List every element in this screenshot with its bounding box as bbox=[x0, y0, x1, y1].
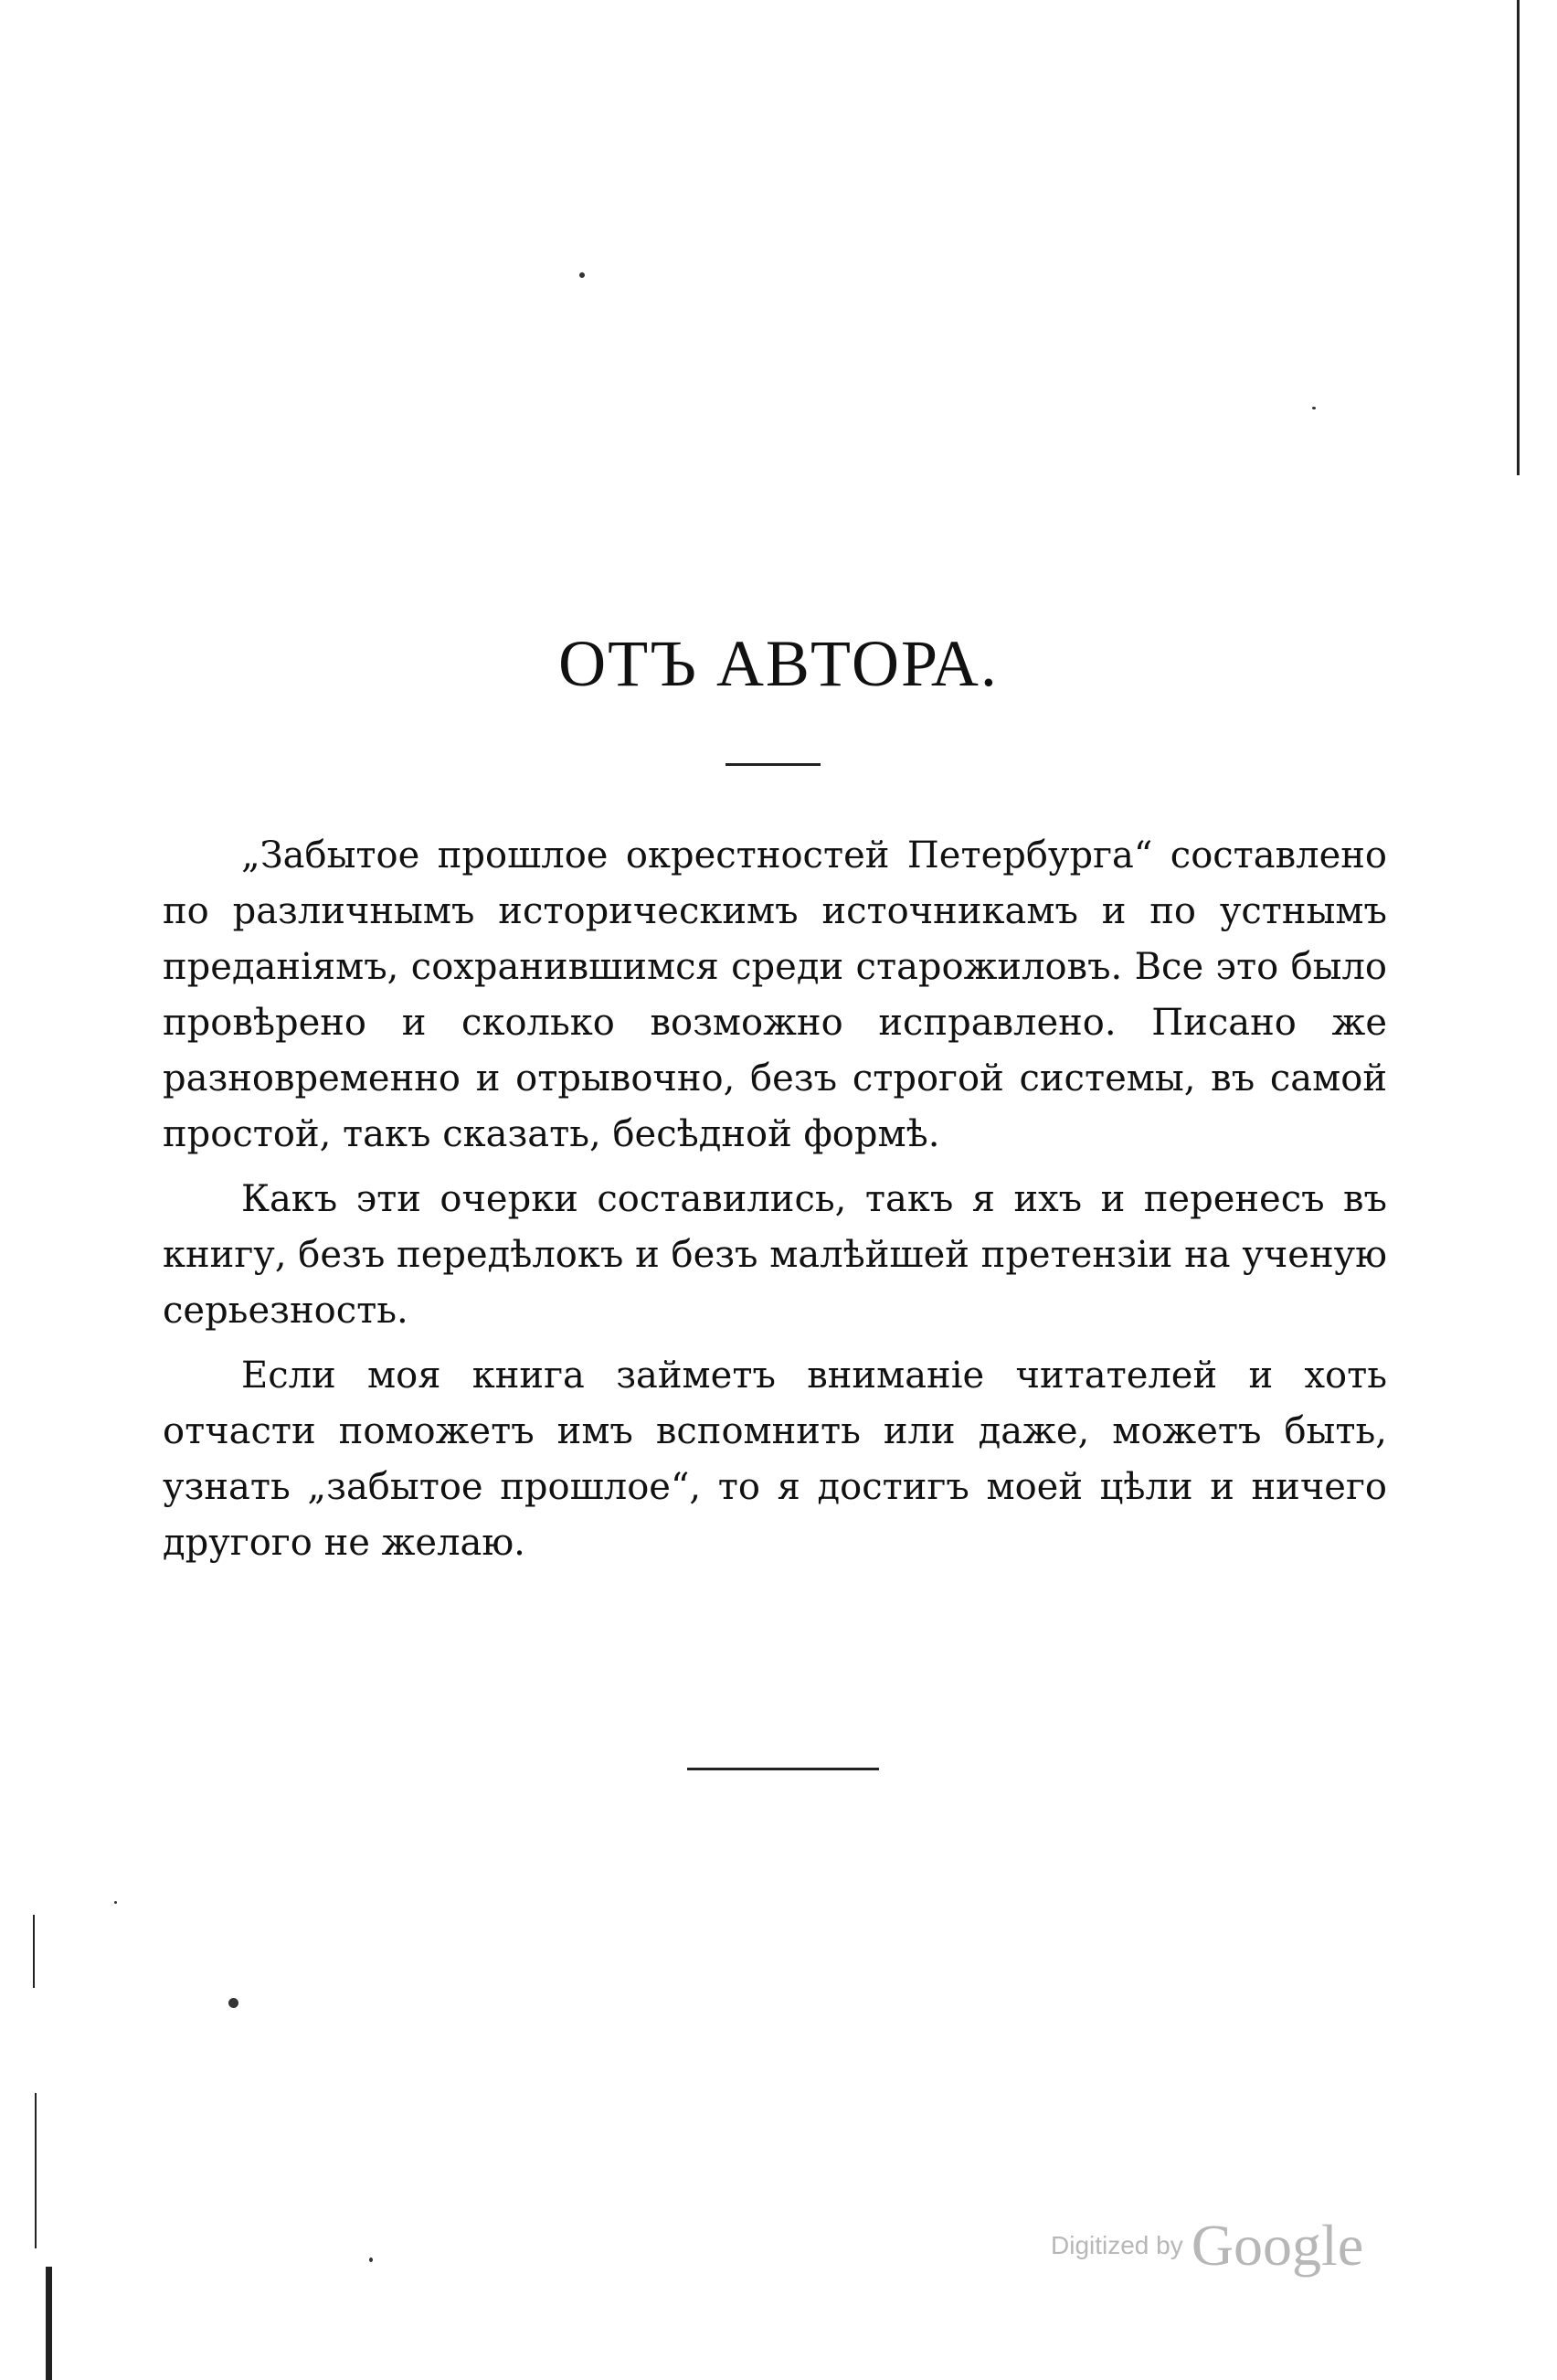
scan-speck bbox=[369, 2258, 373, 2262]
scan-speck bbox=[228, 1998, 238, 2008]
body-text bbox=[163, 828, 1387, 1571]
paragraph-1: „Забытое прошлое окрестностей Петербурга“ составлено по различнымъ историческимъ источникамъ и по устнымъ преданіямъ, сохранившимся среди старожиловъ. Все это было провѣрено и сколько возможно исправлено. Писано же разновременно и отрывочно, безъ строгой системы, въ самой простой, такъ сказать, бесѣдной формѣ. bbox=[163, 834, 1387, 1155]
closing-rule bbox=[687, 1768, 879, 1770]
google-logo: Google bbox=[1191, 2213, 1364, 2278]
paragraph-2: Какъ эти очерки составились, такъ я ихъ и перенесъ въ книгу, безъ передѣлокъ и безъ малѣйшей претензіи на ученую серьезность. bbox=[163, 1178, 1387, 1332]
scan-edge-left-middle bbox=[35, 2093, 37, 2248]
digitized-label: Digitized by bbox=[1051, 2231, 1183, 2259]
scan-speck bbox=[114, 1901, 117, 1904]
scan-edge-left-upper bbox=[33, 1915, 35, 1988]
page-title: ОТЪ АВТОРА. bbox=[558, 627, 999, 700]
title-rule bbox=[726, 763, 821, 766]
scan-edge-right bbox=[1517, 0, 1520, 475]
scan-speck bbox=[579, 272, 585, 278]
digitized-watermark bbox=[1051, 2212, 1363, 2279]
scan-edge-left-lower bbox=[46, 2267, 52, 2380]
scan-speck bbox=[1312, 407, 1316, 409]
paragraph-3: Если моя книга займетъ вниманіе читателей и хоть отчасти поможетъ имъ вспомнить или даже, можетъ быть, узнать „забытое прошлое“, то я достигъ моей цѣли и ничего другого не желаю. bbox=[163, 1355, 1387, 1564]
